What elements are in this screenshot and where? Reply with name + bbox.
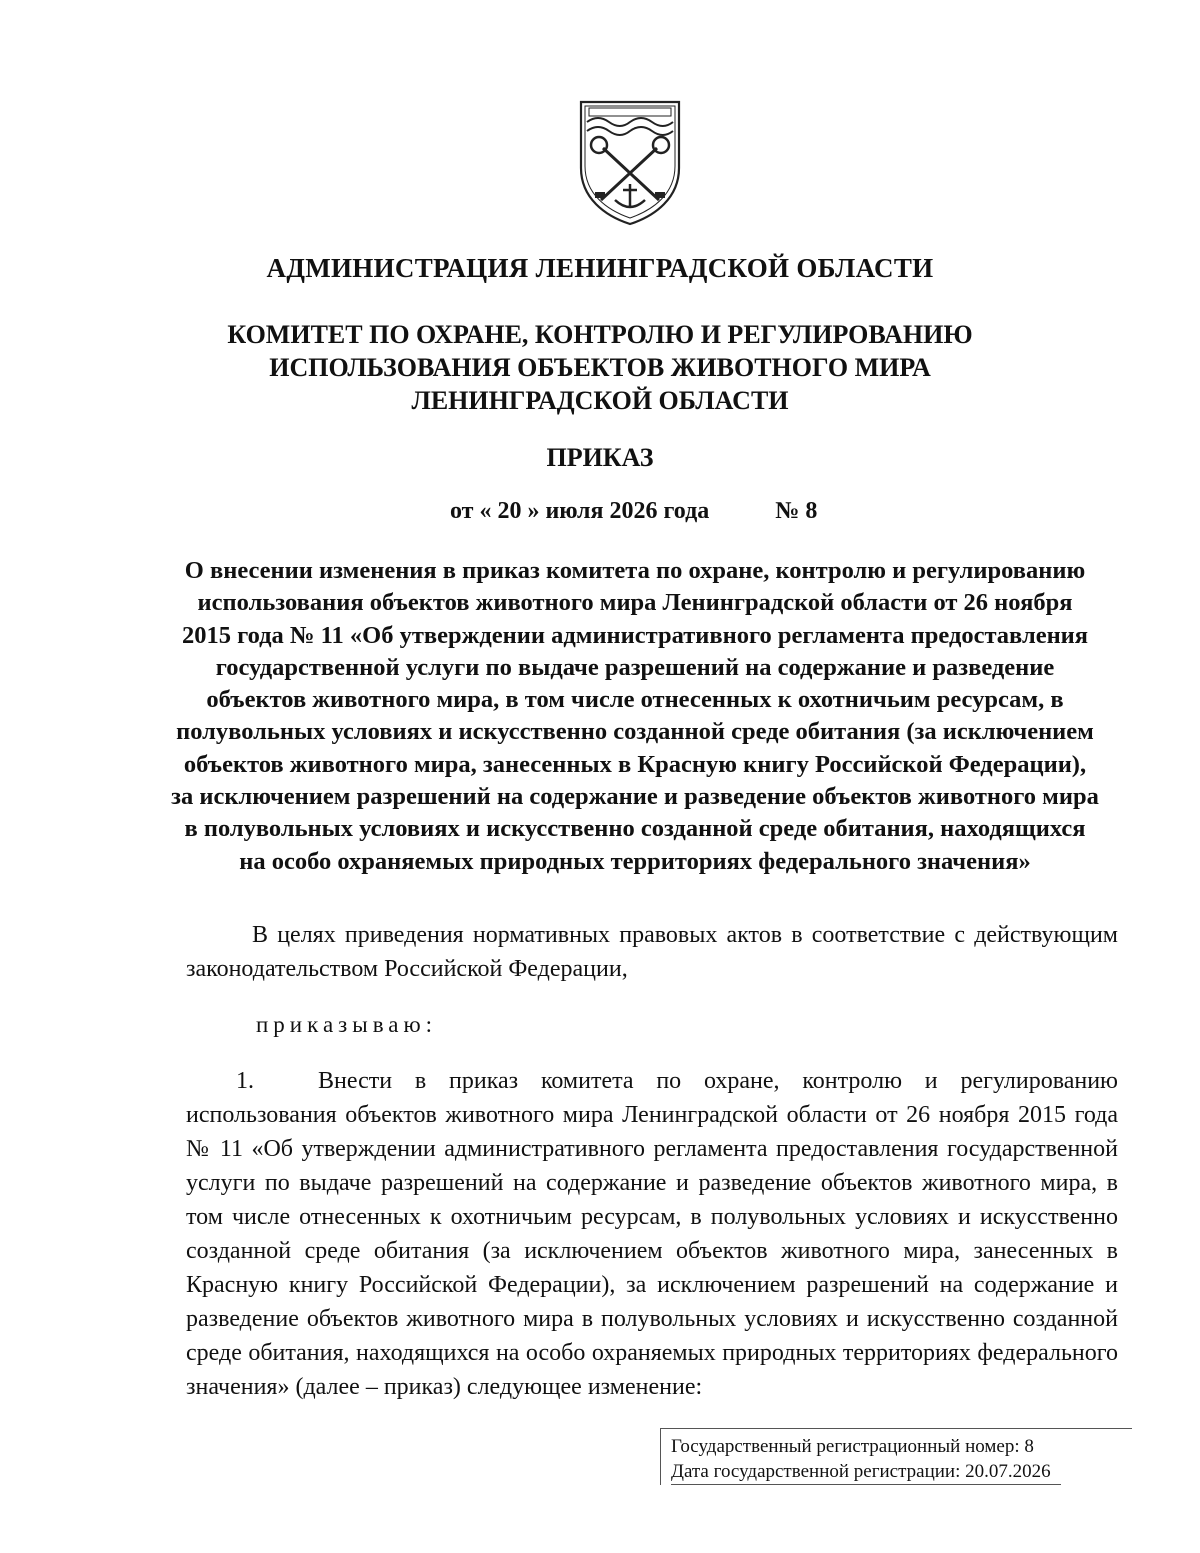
committee-line: ИСПОЛЬЗОВАНИЯ ОБЪЕКТОВ ЖИВОТНОГО МИРА (269, 353, 931, 382)
registration-stamp (660, 1428, 1132, 1485)
item-text: Внести в приказ комитета по охране, контролю и регулированию использования объектов животного мира Ленинградской области от 26 ноября 2015 года № 11 «Об утверждении административного регламента предоставления государственной услуги по выдаче разрешений на содержание и разведение объектов животного мира, в том числе отнесенных к охотничьим ресурсам, в полувольных условиях и искусственно созданной среде обитания (за исключением объектов животного мира, занесенных в Красную книгу Российской Федерации), за исключением разрешений на содержание и разведение объектов животного мира в полувольных условиях и искусственно созданной среде обитания, находящихся на особо охраняемых природных территориях федерального значения» (далее – приказ) следующее изменение: (186, 1068, 1118, 1400)
organization-name: АДМИНИСТРАЦИЯ ЛЕНИНГРАДСКОЙ ОБЛАСТИ (266, 253, 934, 283)
directive-word: приказываю: (256, 1012, 438, 1037)
registration-date: Дата государственной регистрации: 20.07.2026 (671, 1459, 1061, 1485)
preamble-paragraph: В целях приведения нормативных правовых актов в соответствие с действующим законодательством Российской Федерации, (186, 922, 1118, 982)
order-date: от « 20 » июля 2026 года (450, 498, 710, 524)
document-type: ПРИКАЗ (546, 443, 654, 472)
committee-name (0, 318, 1200, 417)
coat-of-arms-icon (575, 98, 685, 228)
order-number: № 8 (775, 498, 818, 524)
registration-number: Государственный регистрационный номер: 8 (671, 1436, 1034, 1457)
committee-line: КОМИТЕТ ПО ОХРАНЕ, КОНТРОЛЮ И РЕГУЛИРОВАНИЮ (227, 320, 973, 349)
document-title: О внесении изменения в приказ комитета по охране, контролю и регулированию использования объектов животного мира Ленинградской области от 26 ноября 2015 года № 11 «Об утверждении административного регламента предоставления государственной услуги по выдаче разрешений на содержание и разведение объектов животного мира, в том числе отнесенных к охотничьим ресурсам, в полувольных условиях и искусственно созданной среде обитания (за исключением объектов животного мира, занесенных в Красную книгу Российской Федерации), за исключением разрешений на содержание и разведение объектов животного мира в полувольных условиях и искусственно созданной среде обитания, находящихся на особо охраняемых природных территориях федерального значения» (171, 557, 1099, 875)
list-item (186, 1064, 1118, 1404)
committee-line: ЛЕНИНГРАДСКОЙ ОБЛАСТИ (411, 386, 789, 415)
item-number: 1. (236, 1068, 254, 1094)
order-date-number (450, 498, 817, 525)
